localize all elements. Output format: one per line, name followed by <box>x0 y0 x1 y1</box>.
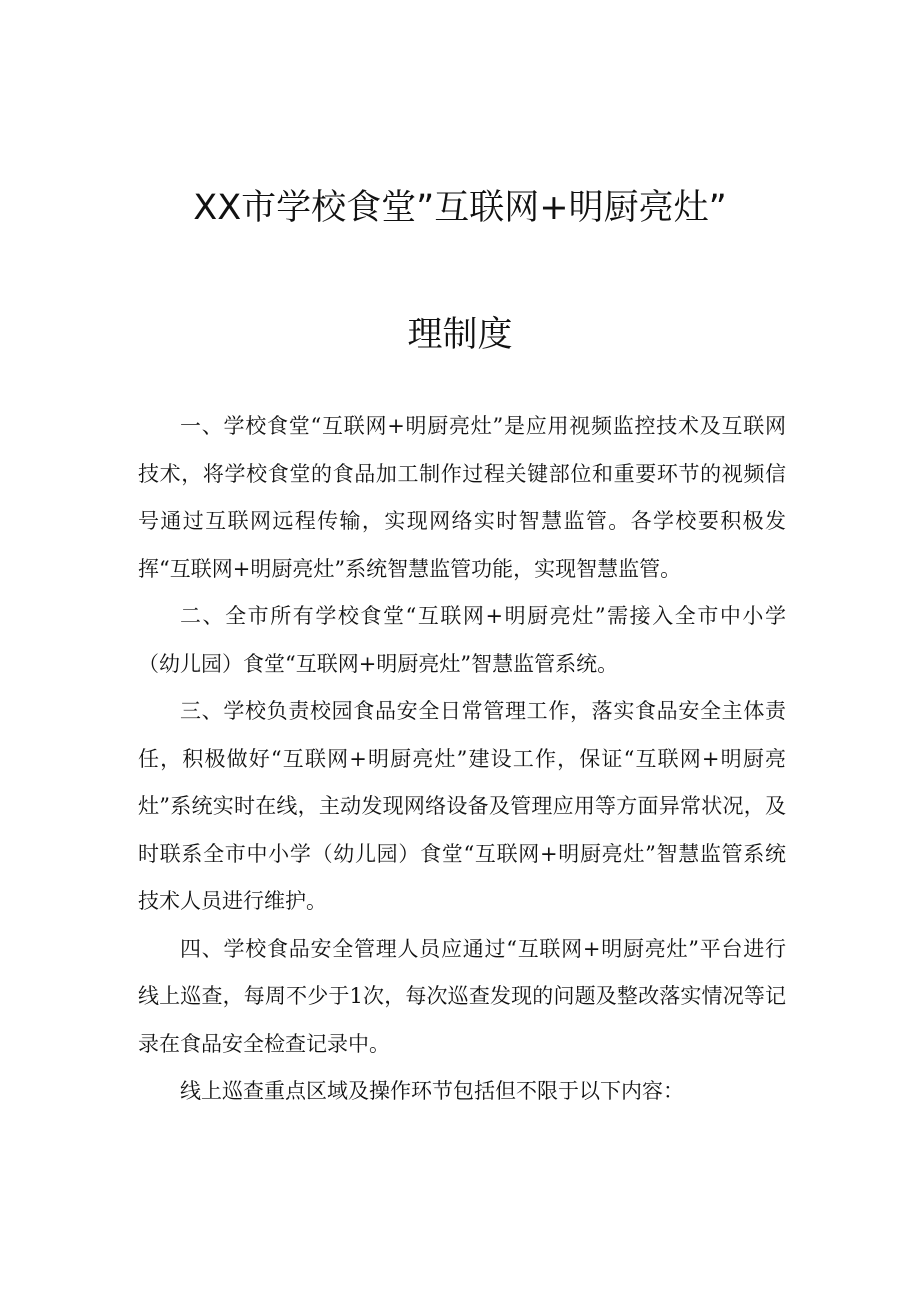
paragraph-1: 一、学校食堂“互联网+明厨亮灶”是应用视频监控技术及互联网技术，将学校食堂的食品加工制作过程关键部位和重要环节的视频信号通过互联网远程传输，实现网络实时智慧监管。各学校要积极发挥“互联网+明厨亮灶”系统智慧监管功能，实现智慧监管。 <box>138 414 786 581</box>
paragraph-5: 线上巡查重点区域及操作环节包括但不限于以下内容： <box>180 1079 684 1103</box>
document-body <box>138 403 786 1116</box>
paragraph-4: 四、学校食品安全管理人员应通过“互联网+明厨亮灶”平台进行线上巡查，每周不少于1次，每次巡查发现的问题及整改落实情况等记录在食品安全检查记录中。 <box>138 936 786 1056</box>
paragraph-2: 二、全市所有学校食堂“互联网+明厨亮灶”需接入全市中小学（幼儿园）食堂“互联网+明厨亮灶”智慧监管系统。 <box>138 604 786 676</box>
paragraph-3: 三、学校负责校园食品安全日常管理工作，落实食品安全主体责任，积极做好“互联网+明厨亮灶”建设工作，保证“互联网+明厨亮灶”系统实时在线，主动发现网络设备及管理应用等方面异常状况，及时联系全市中小学（幼儿园）食堂“互联网+明厨亮灶”智慧监管系统技术人员进行维护。 <box>138 699 786 913</box>
document-title-line-1: XX市学校食堂”互联网+明厨亮灶” <box>193 188 727 228</box>
document-title-line-2: 理制度 <box>407 315 513 355</box>
